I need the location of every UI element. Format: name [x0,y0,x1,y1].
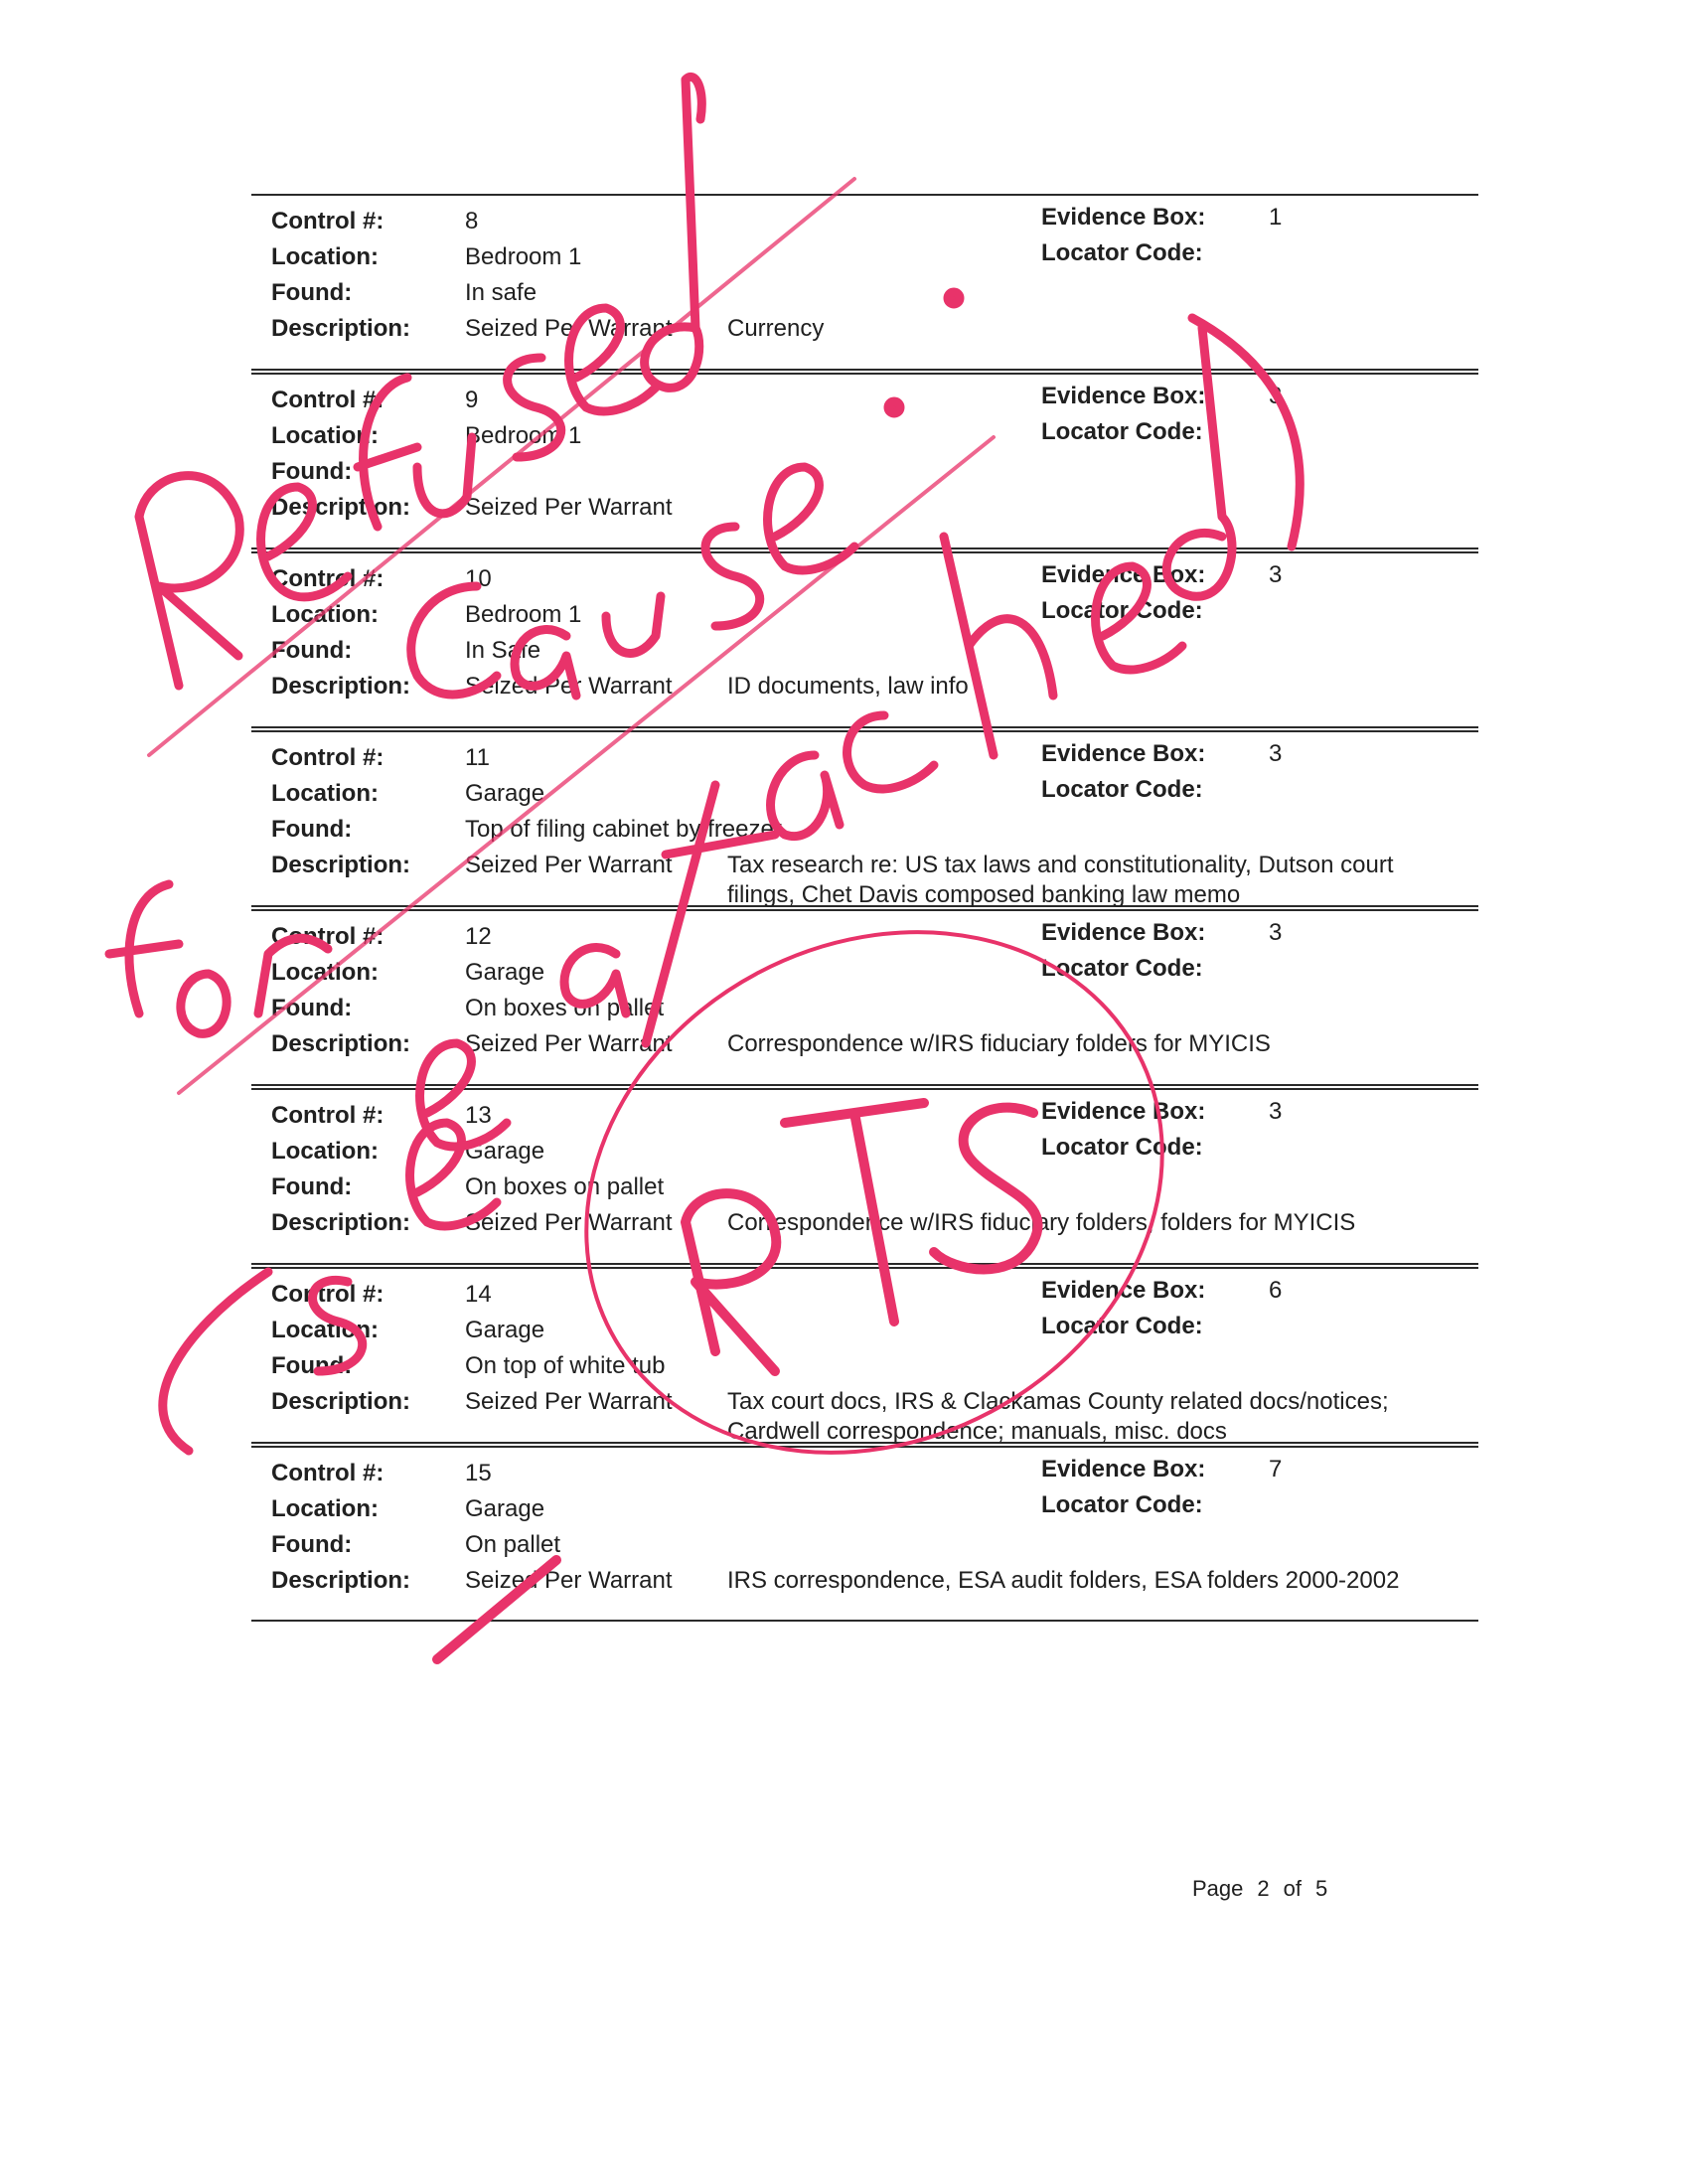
records-container [251,196,1478,1622]
locator-code-label: Locator Code: [1041,597,1203,624]
location-label: Location: [271,1495,379,1522]
location-label: Location: [271,1317,379,1343]
evidence-record [251,553,1478,732]
location-value: Bedroom 1 [465,243,582,270]
control-label: Control #: [271,744,384,771]
location-value: Garage [465,1138,545,1165]
locator-code-label: Locator Code: [1041,955,1203,982]
description-label: Description: [271,852,411,878]
location-label: Location: [271,959,379,986]
location-label: Location: [271,601,379,628]
found-value: On boxes on pallet [465,1173,665,1200]
locator-code-label: Locator Code: [1041,1134,1203,1161]
evidence-record [251,196,1478,375]
locator-code-label: Locator Code: [1041,418,1203,445]
evidence-box-value: 3 [1269,919,1283,946]
locator-code-label: Locator Code: [1041,776,1203,803]
location-value: Garage [465,959,545,986]
description-label: Description: [271,1209,411,1236]
control-value: 12 [465,923,492,950]
evidence-box-value: 3 [1269,383,1283,409]
control-value: 8 [465,208,479,234]
control-value: 10 [465,565,492,592]
description-value: Seized Per Warrant [465,1388,673,1415]
found-value: On boxes on pallet [465,995,665,1021]
description-value: Seized Per Warrant [465,315,673,342]
description-label: Description: [271,673,411,700]
control-value: 9 [465,387,479,413]
evidence-box-value: 3 [1269,740,1283,767]
found-label: Found: [271,637,353,664]
evidence-box-value: 6 [1269,1277,1283,1304]
description-details: Currency [727,315,825,342]
description-details: Tax research re: US tax laws and constitutionality, Dutson court filings, Chet Davis composed banking law memo [727,852,1394,908]
found-value: Top of filing cabinet by freezer [465,816,782,843]
locator-code-label: Locator Code: [1041,239,1203,266]
evidence-record [251,1090,1478,1269]
evidence-box-label: Evidence Box: [1041,740,1206,767]
found-label: Found: [271,1173,353,1200]
control-value: 15 [465,1460,492,1486]
evidence-box-value: 3 [1269,561,1283,588]
evidence-box-label: Evidence Box: [1041,1277,1206,1304]
evidence-record [251,375,1478,553]
control-label: Control #: [271,565,384,592]
page-footer [1192,1876,1341,1902]
control-label: Control #: [271,1102,384,1129]
found-label: Found: [271,995,353,1021]
control-label: Control #: [271,1281,384,1308]
control-value: 13 [465,1102,492,1129]
found-value: On pallet [465,1531,561,1558]
location-value: Bedroom 1 [465,422,582,449]
description-value: Seized Per Warrant [465,852,673,878]
evidence-box-label: Evidence Box: [1041,1456,1206,1482]
found-value: In Safe [465,637,541,664]
description-label: Description: [271,1388,411,1415]
description-details: IRS correspondence, ESA audit folders, ESA folders 2000-2002 [727,1567,1400,1594]
location-value: Garage [465,780,545,807]
location-label: Location: [271,780,379,807]
evidence-list [251,194,1478,1622]
evidence-box-value: 1 [1269,204,1283,231]
description-value: Seized Per Warrant [465,1209,673,1236]
page-label: Page [1192,1876,1244,1901]
description-label: Description: [271,1030,411,1057]
control-value: 14 [465,1281,492,1308]
found-value: In safe [465,279,537,306]
description-label: Description: [271,1567,411,1594]
evidence-box-value: 7 [1269,1456,1283,1482]
evidence-record [251,1448,1478,1622]
locator-code-label: Locator Code: [1041,1313,1203,1339]
evidence-record [251,911,1478,1090]
evidence-record [251,1269,1478,1448]
description-label: Description: [271,494,411,521]
location-value: Garage [465,1495,545,1522]
evidence-box-label: Evidence Box: [1041,561,1206,588]
of-label: of [1283,1876,1302,1901]
description-value: Seized Per Warrant [465,1030,673,1057]
description-details: Correspondence w/IRS fiduciary folders for MYICIS [727,1030,1271,1057]
description-details: Tax court docs, IRS & Clackamas County related docs/notices; Cardwell correspondence; manuals, misc. docs [727,1388,1389,1445]
location-label: Location: [271,243,379,270]
location-label: Location: [271,422,379,449]
found-label: Found: [271,458,353,485]
found-label: Found: [271,1531,353,1558]
control-label: Control #: [271,387,384,413]
description-value: Seized Per Warrant [465,1567,673,1594]
control-label: Control #: [271,1460,384,1486]
page-number: 2 [1257,1876,1270,1901]
evidence-box-label: Evidence Box: [1041,919,1206,946]
evidence-record [251,732,1478,911]
description-details: Correspondence w/IRS fiduciary folders, folders for MYICIS [727,1209,1356,1236]
description-label: Description: [271,315,411,342]
description-value: Seized Per Warrant [465,494,673,521]
found-label: Found: [271,816,353,843]
control-label: Control #: [271,923,384,950]
locator-code-label: Locator Code: [1041,1491,1203,1518]
evidence-box-label: Evidence Box: [1041,204,1206,231]
control-value: 11 [465,744,490,771]
evidence-box-label: Evidence Box: [1041,1098,1206,1125]
total-pages: 5 [1315,1876,1328,1901]
description-value: Seized Per Warrant [465,673,673,700]
location-value: Bedroom 1 [465,601,582,628]
location-value: Garage [465,1317,545,1343]
evidence-box-value: 3 [1269,1098,1283,1125]
description-details: ID documents, law info [727,673,969,700]
location-label: Location: [271,1138,379,1165]
control-label: Control #: [271,208,384,234]
found-label: Found: [271,279,353,306]
evidence-box-label: Evidence Box: [1041,383,1206,409]
found-label: Found: [271,1352,353,1379]
found-value: On top of white tub [465,1352,666,1379]
